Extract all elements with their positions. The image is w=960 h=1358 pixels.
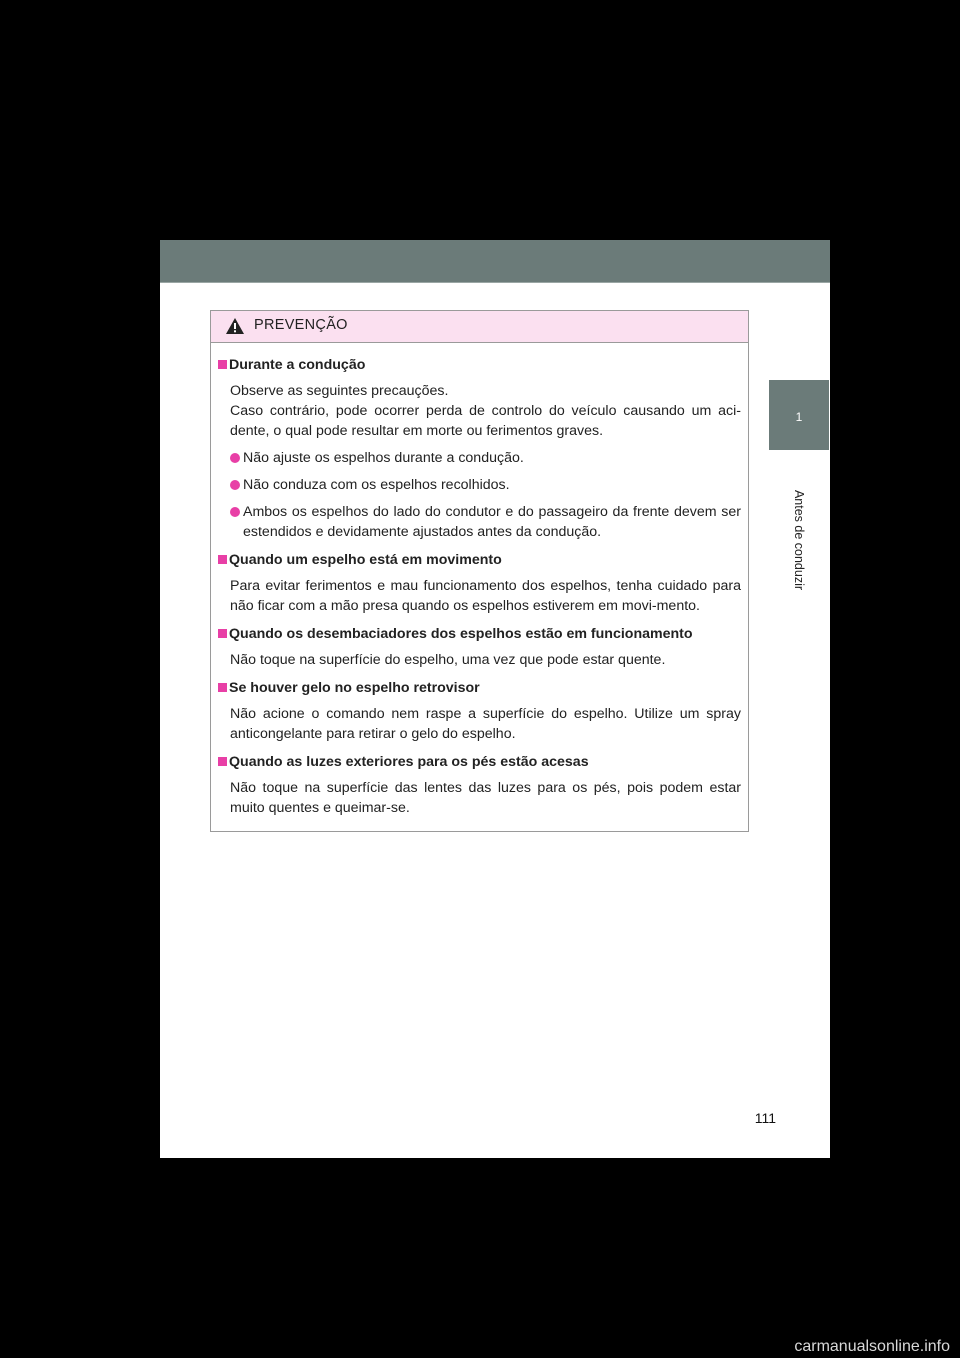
- chapter-number: 1: [795, 410, 803, 424]
- warning-header: [211, 311, 748, 343]
- section-paragraph: Observe as seguintes precauções. Caso contrário, pode ocorrer perda de controlo do veículo causando um aci-dente, o qual pode resultar em morte ou ferimentos graves.: [230, 383, 741, 439]
- round-bullet-icon: [230, 453, 240, 463]
- section-title: Quando os desembaciadores dos espelhos estão em funcionamento: [218, 624, 741, 644]
- round-bullet-icon: [230, 480, 240, 490]
- page-number: 111: [754, 1110, 776, 1126]
- bullet-item: Ambos os espelhos do lado do condutor e do passageiro da frente devem ser estendidos e devidamente ajustados antes da condução.: [230, 502, 741, 542]
- page-header-bar: [160, 240, 830, 282]
- warning-title: PREVENÇÃO: [254, 317, 348, 333]
- warning-body: [211, 343, 748, 818]
- section-paragraph: Não toque na superfície do espelho, uma vez que pode estar quente.: [230, 652, 666, 668]
- section-title: Quando as luzes exteriores para os pés estão acesas: [218, 752, 741, 772]
- section-title: Durante a condução: [218, 355, 741, 375]
- bullet-item: Não conduza com os espelhos recolhidos.: [230, 475, 741, 495]
- chapter-side-label: [752, 470, 846, 610]
- section-paragraph: Para evitar ferimentos e mau funcionamento dos espelhos, tenha cuidado para não ficar com a mão presa quando os espelhos estiverem em movi-mento.: [230, 578, 741, 614]
- chapter-tab: [769, 380, 829, 450]
- square-bullet-icon: [218, 683, 227, 692]
- section-title: Se houver gelo no espelho retrovisor: [218, 678, 741, 698]
- square-bullet-icon: [218, 360, 227, 369]
- chapter-label: Antes de conduzir: [792, 489, 806, 591]
- watermark-link[interactable]: carmanualsonline.info: [794, 1338, 950, 1355]
- square-bullet-icon: [218, 757, 227, 766]
- bullet-item: Não ajuste os espelhos durante a condução.: [230, 448, 741, 468]
- warning-triangle-icon: [225, 317, 245, 335]
- warning-box: [210, 310, 749, 832]
- square-bullet-icon: [218, 555, 227, 564]
- section-title: Quando um espelho está em movimento: [218, 550, 741, 570]
- section-paragraph: Não toque na superfície das lentes das luzes para os pés, pois podem estar muito quentes e queimar-se.: [230, 780, 741, 816]
- square-bullet-icon: [218, 629, 227, 638]
- round-bullet-icon: [230, 507, 240, 517]
- section-paragraph: Não acione o comando nem raspe a superfície do espelho. Utilize um spray anticongelante para retirar o gelo do espelho.: [230, 706, 741, 742]
